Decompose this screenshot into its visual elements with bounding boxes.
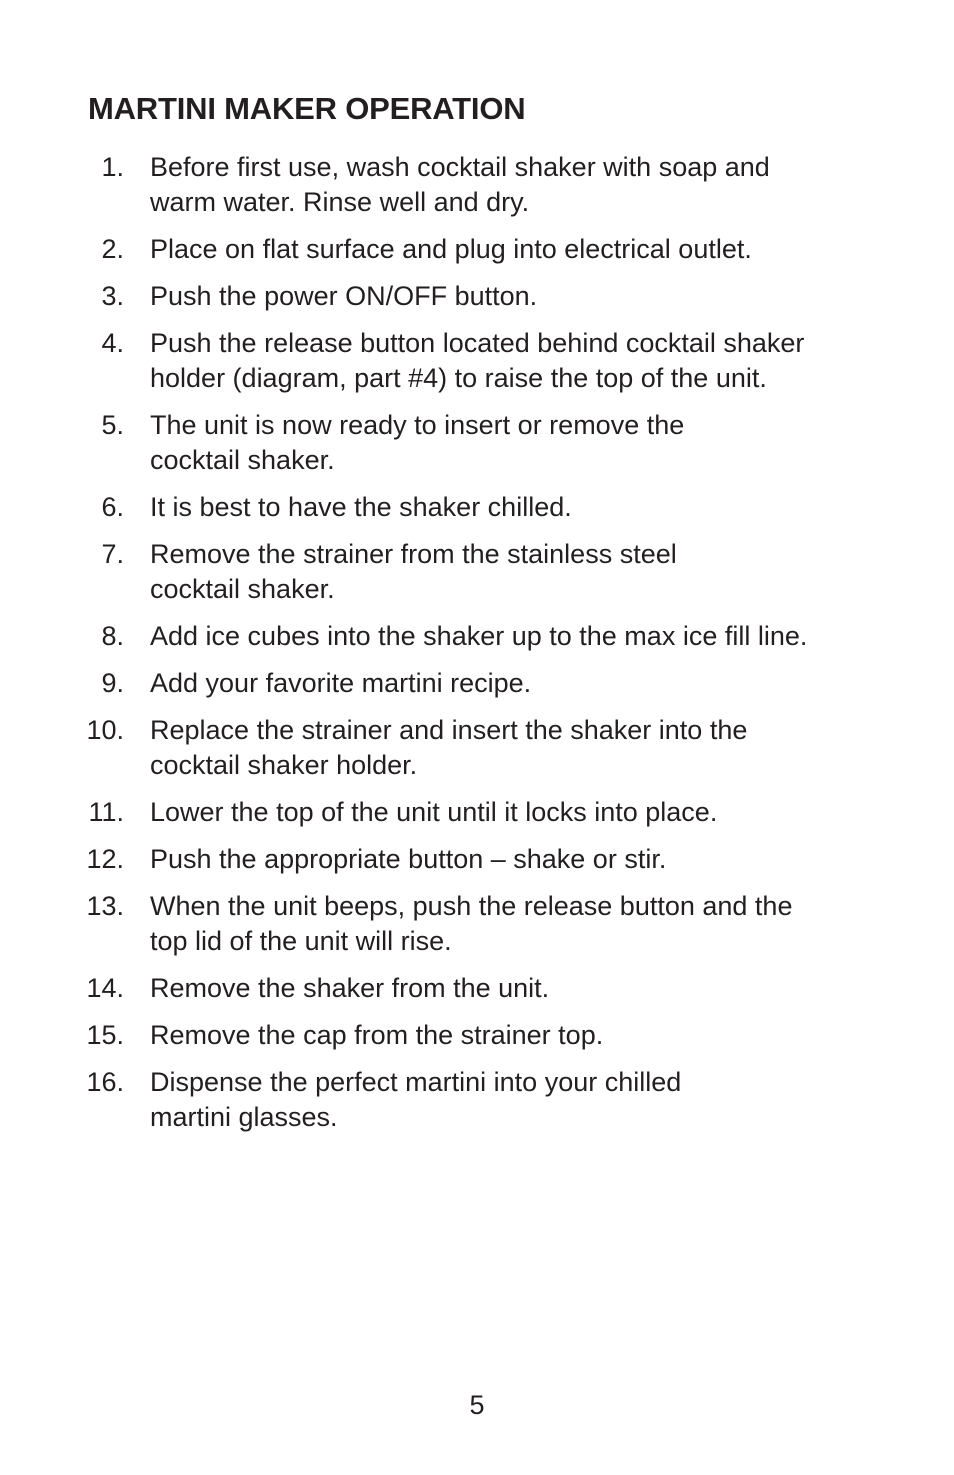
step-text: Place on flat surface and plug into electrical outlet.: [150, 234, 752, 264]
step-2: [86, 232, 906, 267]
page-number: 5: [469, 1390, 485, 1420]
step-3: [86, 279, 906, 314]
operation-steps-list: [86, 150, 906, 1147]
step-text: Push the release button located behind cocktail shaker holder (diagram, part #4) to raise the top of the unit.: [150, 328, 805, 393]
step-text: Add ice cubes into the shaker up to the max ice fill line.: [150, 621, 808, 651]
step-number: 1.: [101, 152, 124, 182]
step-text: The unit is now ready to insert or remove the cocktail shaker.: [150, 410, 685, 475]
step-5: [86, 408, 906, 478]
step-number: 16.: [86, 1067, 124, 1097]
step-8: [86, 619, 906, 654]
step-number: 4.: [101, 328, 124, 358]
step-number: 9.: [101, 668, 124, 698]
step-4: [86, 326, 906, 396]
step-text: Lower the top of the unit until it locks into place.: [150, 797, 718, 827]
step-text: Add your favorite martini recipe.: [150, 668, 532, 698]
step-text: Remove the shaker from the unit.: [150, 973, 550, 1003]
step-16: [86, 1065, 906, 1135]
step-6: [86, 490, 906, 525]
step-number: 3.: [101, 281, 124, 311]
step-text: Remove the strainer from the stainless steel cocktail shaker.: [150, 539, 677, 604]
step-text: Remove the cap from the strainer top.: [150, 1020, 604, 1050]
step-9: [86, 666, 906, 701]
step-number: 12.: [86, 844, 124, 874]
step-number: 10.: [86, 715, 124, 745]
step-13: [86, 889, 906, 959]
step-text: Dispense the perfect martini into your chilled martini glasses.: [150, 1067, 682, 1132]
step-text: Push the appropriate button – shake or stir.: [150, 844, 667, 874]
step-text: When the unit beeps, push the release button and the top lid of the unit will rise.: [150, 891, 793, 956]
step-text: Replace the strainer and insert the shaker into the cocktail shaker holder.: [150, 715, 748, 780]
page-title: MARTINI MAKER OPERATION: [88, 91, 526, 126]
step-15: [86, 1018, 906, 1053]
step-10: [86, 713, 906, 783]
step-7: [86, 537, 906, 607]
step-number: 15.: [86, 1020, 124, 1050]
step-number: 14.: [86, 973, 124, 1003]
step-number: 8.: [101, 621, 124, 651]
step-number: 11.: [88, 797, 124, 827]
step-14: [86, 971, 906, 1006]
step-number: 6.: [101, 492, 124, 522]
step-1: [86, 150, 906, 220]
step-number: 7.: [101, 539, 124, 569]
step-12: [86, 842, 906, 877]
step-number: 2.: [101, 234, 124, 264]
step-text: Before first use, wash cocktail shaker with soap and warm water. Rinse well and dry.: [150, 152, 770, 217]
step-text: It is best to have the shaker chilled.: [150, 492, 572, 522]
step-number: 5.: [101, 410, 124, 440]
step-number: 13.: [86, 891, 124, 921]
step-text: Push the power ON/OFF button.: [150, 281, 538, 311]
step-11: [86, 795, 906, 830]
